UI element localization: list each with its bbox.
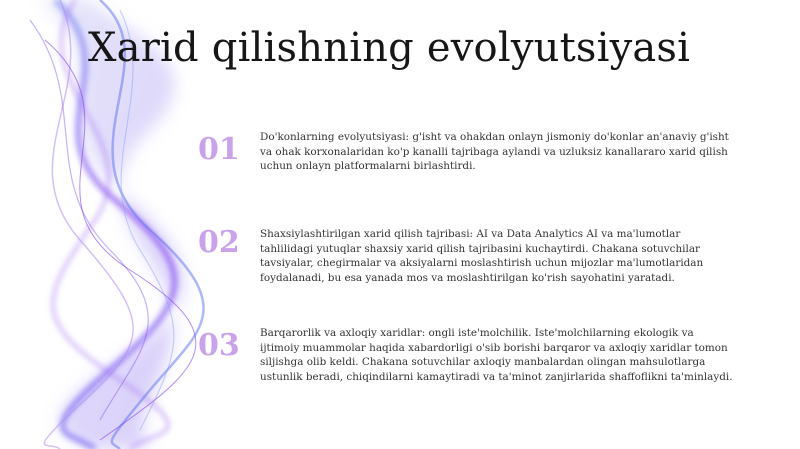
slide-title: Xarid qilishning evolyutsiyasi (88, 25, 691, 71)
item-text: Barqarorlik va axloqiy xaridlar: ongli iste'molchilik. Iste'molchilarning ekologik va ijtimoiy muammolar haqida xabardorligi o'sib borishi barqaror va axloqiy xaridlar tomon siljishga olib keldi. Chakana sotuvchilar axloqiy manbalardan olingan mahsulotlarga ustunlik beradi, chiqindilarni kamaytiradi va ta'minot zanjirlarida shaffoflikni ta'minlaydi. (260, 327, 733, 383)
item-text: Shaxsiylashtirilgan xarid qilish tajribasi: AI va Data Analytics AI va ma'lumotlar tahlilidagi yutuqlar shaxsiy xarid qilish tajribasini kuchaytirdi. Chakana sotuvchilar tavsiyalar, chegirmalar va aksiyalarni moslashtirish uchun mijozlar ma'lumotlaridan foydalanadi, bu esa yanada mos va moslashtirilgan ko'rish sayohatini yaratadi. (260, 228, 704, 284)
item-number: 03 (198, 328, 240, 363)
item-number: 02 (198, 225, 240, 260)
item-number: 01 (198, 132, 240, 167)
item-text: Do'konlarning evolyutsiyasi: g'isht va ohakdan onlayn jismoniy do'konlar an'anaviy g'isht va ohak korxonalaridan ko'p kanalli tajribaga aylandi va uzluksiz kanallararo xarid qilish uchun onlayn platformalarni birlashtirdi. (260, 131, 729, 172)
